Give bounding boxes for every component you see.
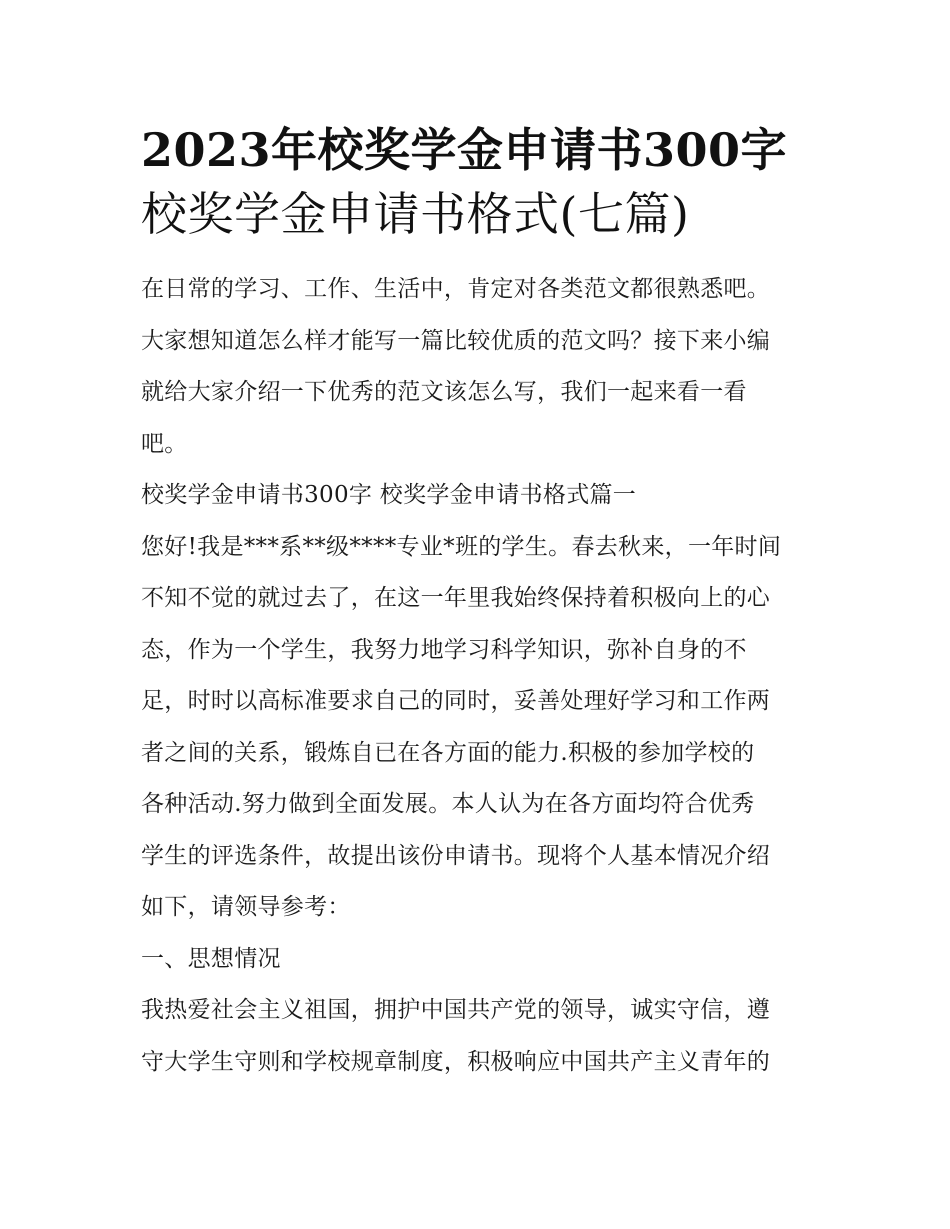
text-line: 态，作为一个学生，我努力地学习科学知识，弥补自身的不 <box>141 636 747 663</box>
letter-paragraph <box>141 522 813 934</box>
text-line: 您好!我是***系**级****专业*班的学生。春去秋来，一年时间 <box>141 533 782 560</box>
text-line: 者之间的关系，锻炼自已在各方面的能力.积极的参加学校的 <box>141 739 755 766</box>
text-line: 吧。 <box>141 430 188 457</box>
text-line: 我热爱社会主义祖国，拥护中国共产党的领导，诚实守信，遵 <box>141 997 771 1023</box>
text-line: 守大学生守则和学校规章制度，积极响应中国共产主义青年的 <box>141 1048 771 1075</box>
subsection-heading <box>141 934 813 986</box>
text-line: 就给大家介绍一下优秀的范文该怎么写，我们一起来看一看 <box>141 379 747 405</box>
document-body <box>141 264 813 1088</box>
text-line: 学生的评选条件，故提出该份申请书。现将个人基本情况介绍 <box>141 842 771 869</box>
section-heading <box>141 470 813 522</box>
thought-paragraph <box>141 985 813 1088</box>
document-content <box>141 118 813 1088</box>
text-line: 如下，请领导参考： <box>141 894 351 920</box>
text-line: 足，时时以高标准要求自己的同时，妥善处理好学习和工作两 <box>141 688 771 714</box>
text-line: 各种活动.努力做到全面发展。本人认为在各方面均符合优秀 <box>141 791 755 817</box>
text-line: 大家想知道怎么样才能写一篇比较优质的范文吗？接下来小编 <box>141 327 771 354</box>
title-line-2: 校奖学金申请书格式(七篇) <box>141 187 690 241</box>
title-line-1: 2023年校奖学金申请书300字 <box>141 123 788 177</box>
text-line: 在日常的学习、工作、生活中，肯定对各类范文都很熟悉吧。 <box>141 276 771 302</box>
document-title <box>141 118 813 246</box>
text-line: 一、思想情况 <box>141 945 281 972</box>
text-line: 不知不觉的就过去了，在这一年里我始终保持着积极向上的心 <box>141 585 771 611</box>
text-line: 校奖学金申请书300字 校奖学金申请书格式篇一 <box>141 482 637 508</box>
intro-paragraph <box>141 264 813 470</box>
